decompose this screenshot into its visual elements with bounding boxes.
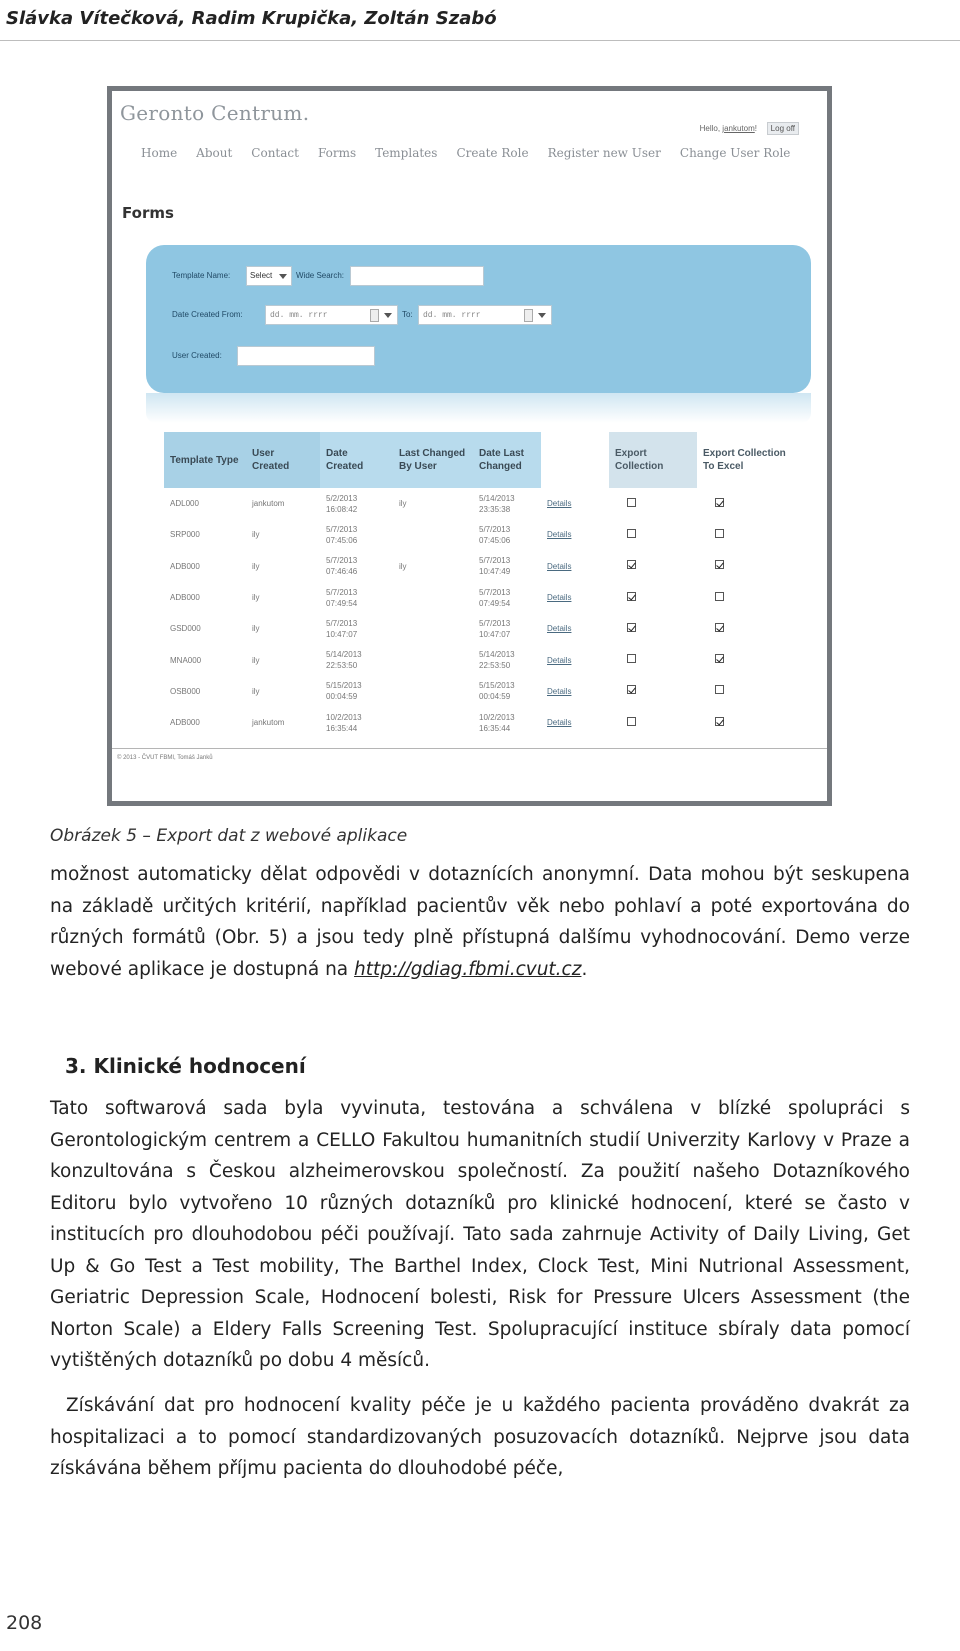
forms-table	[164, 432, 794, 738]
time-created: 10:47:07	[326, 629, 358, 639]
cell-date-created	[320, 519, 393, 550]
export-excel-checkbox[interactable]	[715, 498, 724, 507]
export-collection-checkbox[interactable]	[627, 498, 636, 507]
cell-export-excel	[697, 519, 794, 550]
cell-template-type	[164, 707, 246, 738]
wide-search-input[interactable]	[350, 266, 484, 286]
paragraph-2: Tato softwarová sada byla vyvinuta, testována a schválena v blízké spolupráci s Gerontologickým centrem a CELLO Fakultou humanitních studií Univerzity Karlovy v Praze a konzultována s Českou alzheimerovskou společností. Za použití našeho Dotazníkového Editoru bylo vytvořeno 10 různých dotazníků pro klinické hodnocení, které se často v institucích pro dlouhodobou péči používají. Tato sada zahrnuje Activity of Daily Living, Get Up & Go Test a Test mobility, The Barthel Index, Clock Test, Mini Nutrional Assessment, Geriatric Depression Scale, Hodnocení bolesti, Risk for Pressure Ulcers Assessment (the Norton Scale) a Eldery Falls Screening Test. Spolupracující instituce sbíraly data pomocí vytištěných dotazníků po dobu 4 měsíců.	[50, 1098, 910, 1371]
details-link[interactable]: Details	[547, 655, 572, 665]
cell-user-created	[246, 676, 320, 707]
date-created: 5/2/2013	[326, 493, 358, 503]
table-row	[164, 676, 794, 707]
date-created: 5/7/2013	[326, 587, 358, 597]
cell-template-type	[164, 551, 246, 582]
cell-date-last-changed	[473, 644, 541, 675]
wide-search-label: Wide Search:	[296, 271, 345, 280]
cell-export-excel	[697, 707, 794, 738]
figure-screenshot	[107, 86, 832, 806]
cell-last-changed-by	[393, 551, 473, 582]
cell-last-changed-by	[393, 676, 473, 707]
details-link[interactable]: Details	[547, 530, 572, 540]
table-row	[164, 707, 794, 738]
cell-date-last-changed	[473, 676, 541, 707]
cell-template-type	[164, 644, 246, 675]
table-row	[164, 519, 794, 550]
cell-template-type	[164, 582, 246, 613]
template-name-value: Select	[250, 271, 273, 280]
export-excel-checkbox[interactable]	[715, 529, 724, 538]
table-row	[164, 644, 794, 675]
demo-link[interactable]: http://gdiag.fbmi.cvut.cz	[354, 958, 582, 980]
date-last-changed: 5/14/2013	[479, 493, 515, 503]
cell-export-collection	[609, 707, 697, 738]
export-collection-checkbox[interactable]	[627, 592, 636, 601]
template-type: MNA000	[170, 655, 202, 665]
time-created: 07:49:54	[326, 598, 358, 608]
template-type: ADB000	[170, 593, 200, 603]
col-date-last-changed[interactable]: Date Last Changed	[473, 432, 541, 488]
app-brand: Geronto Centrum.	[120, 101, 310, 125]
col-export-excel[interactable]: Export Collection To Excel	[697, 432, 794, 488]
paragraph-3: Získávání dat pro hodnocení kvality péče je u každého pacienta prováděno dvakrát za hospitalizaci a to pomocí standardizovaných posuzovacích dotazníků. Nejprve jsou data získávána během příjmu pacienta do dlouhodobé péče,	[50, 1395, 910, 1479]
export-collection-checkbox[interactable]	[627, 529, 636, 538]
table-row	[164, 582, 794, 613]
nav-forms[interactable]: Forms	[317, 146, 357, 160]
page-title: Forms	[122, 204, 174, 222]
user-created: ily	[252, 655, 260, 665]
col-template-type[interactable]: Template Type	[164, 432, 246, 488]
user-created: ily	[252, 593, 260, 603]
time-last-changed: 00:04:59	[479, 692, 511, 702]
date-from-spinner[interactable]	[370, 309, 379, 322]
cell-date-created	[320, 551, 393, 582]
cell-template-type	[164, 676, 246, 707]
details-link[interactable]: Details	[547, 686, 572, 696]
time-created: 00:04:59	[326, 692, 358, 702]
time-created: 07:46:46	[326, 567, 358, 577]
export-collection-checkbox[interactable]	[627, 560, 636, 569]
cell-details	[541, 676, 609, 707]
time-last-changed: 23:35:38	[479, 504, 511, 514]
hello-user-link[interactable]: jankutom	[722, 124, 755, 133]
cell-date-last-changed	[473, 707, 541, 738]
nav-about[interactable]: About	[196, 146, 233, 160]
date-from-input[interactable]	[265, 305, 398, 325]
cell-details	[541, 582, 609, 613]
date-to-spinner[interactable]	[524, 309, 533, 322]
cell-date-created	[320, 644, 393, 675]
date-last-changed: 5/7/2013	[479, 524, 511, 534]
time-created: 22:53:50	[326, 661, 358, 671]
time-created: 16:35:44	[326, 723, 358, 733]
cell-template-type	[164, 613, 246, 644]
time-last-changed: 07:45:06	[479, 535, 511, 545]
cell-date-last-changed	[473, 582, 541, 613]
cell-user-created	[246, 488, 320, 519]
cell-export-collection	[609, 488, 697, 519]
date-last-changed: 5/15/2013	[479, 681, 515, 691]
cell-last-changed-by	[393, 488, 473, 519]
nav-contact[interactable]: Contact	[251, 146, 299, 160]
cell-last-changed-by	[393, 519, 473, 550]
cell-export-excel	[697, 676, 794, 707]
main-nav	[141, 146, 817, 160]
time-last-changed: 10:47:07	[479, 629, 511, 639]
paragraph-1-text: možnost automaticky dělat odpovědi v dotaznících anonymní. Data mohou být seskupena na základě určitých kritérií, například pacientův věk nebo pohlaví a poté exportována do různých formátů (Obr. 5) a jsou tedy plně přístupná dalšímu vyhodnocování. Demo verze webové aplikace je dostupná na	[50, 864, 910, 980]
cell-template-type	[164, 488, 246, 519]
filter-panel	[146, 245, 811, 393]
user-created: jankutom	[252, 499, 285, 509]
cell-date-created	[320, 613, 393, 644]
time-last-changed: 10:47:49	[479, 567, 511, 577]
time-last-changed: 22:53:50	[479, 661, 511, 671]
date-last-changed: 5/7/2013	[479, 587, 511, 597]
cell-last-changed-by	[393, 707, 473, 738]
table-header-row	[164, 432, 794, 488]
cell-details	[541, 707, 609, 738]
last-changed-by: ily	[399, 561, 407, 571]
cell-date-created	[320, 676, 393, 707]
cell-template-type	[164, 519, 246, 550]
nav-templates[interactable]: Templates	[375, 146, 438, 160]
chevron-down-icon	[279, 274, 287, 279]
cell-export-excel	[697, 551, 794, 582]
cell-export-collection	[609, 582, 697, 613]
template-type: SRP000	[170, 530, 200, 540]
cell-date-created	[320, 488, 393, 519]
cell-date-last-changed	[473, 613, 541, 644]
cell-details	[541, 488, 609, 519]
logoff-button[interactable]: Log off	[767, 122, 799, 135]
date-last-changed: 10/2/2013	[479, 712, 515, 722]
details-link[interactable]: Details	[547, 593, 572, 603]
cell-last-changed-by	[393, 644, 473, 675]
cell-user-created	[246, 551, 320, 582]
time-created: 16:08:42	[326, 504, 358, 514]
cell-details	[541, 644, 609, 675]
cell-export-collection	[609, 551, 697, 582]
cell-export-collection	[609, 519, 697, 550]
cell-user-created	[246, 613, 320, 644]
export-excel-checkbox[interactable]	[715, 685, 724, 694]
date-last-changed: 5/14/2013	[479, 650, 515, 660]
date-from-dropdown-icon[interactable]	[384, 313, 392, 318]
template-type: ADB000	[170, 561, 200, 571]
hello-prefix: Hello,	[699, 124, 723, 133]
table-row	[164, 613, 794, 644]
table-row	[164, 551, 794, 582]
last-changed-by: ily	[399, 499, 407, 509]
cell-last-changed-by	[393, 613, 473, 644]
running-header: Slávka Vítečková, Radim Krupička, Zoltán Szabó	[6, 8, 497, 29]
cell-export-excel	[697, 582, 794, 613]
export-collection-checkbox[interactable]	[627, 685, 636, 694]
cell-user-created	[246, 644, 320, 675]
cell-date-last-changed	[473, 519, 541, 550]
nav-change-user-role[interactable]: Change User Role	[679, 146, 791, 160]
date-to-input[interactable]	[418, 305, 552, 325]
nav-register-user[interactable]: Register new User	[547, 146, 661, 160]
template-name-select[interactable]	[246, 266, 292, 286]
cell-date-last-changed	[473, 551, 541, 582]
export-excel-checkbox[interactable]	[715, 560, 724, 569]
template-type: OSB000	[170, 686, 201, 696]
date-from-placeholder: dd. mm. rrrr	[270, 311, 328, 320]
user-created: ily	[252, 530, 260, 540]
date-to-placeholder: dd. mm. rrrr	[423, 311, 481, 320]
template-name-label: Template Name:	[172, 271, 231, 280]
date-to-label: To:	[402, 310, 413, 319]
cell-details	[541, 551, 609, 582]
hello-greeting	[700, 124, 757, 133]
paragraph-1	[50, 859, 910, 985]
details-link[interactable]: Details	[547, 499, 572, 509]
cell-export-excel	[697, 613, 794, 644]
hello-suffix: !	[754, 124, 757, 133]
cell-user-created	[246, 707, 320, 738]
header-rule	[0, 40, 960, 41]
nav-create-role[interactable]: Create Role	[456, 146, 529, 160]
date-created: 5/14/2013	[326, 650, 362, 660]
col-last-changed-by[interactable]: Last Changed By User	[393, 432, 473, 488]
date-last-changed: 5/7/2013	[479, 618, 511, 628]
details-link[interactable]: Details	[547, 624, 572, 634]
date-created: 5/7/2013	[326, 524, 358, 534]
date-created: 5/7/2013	[326, 556, 358, 566]
user-created: jankutom	[252, 718, 285, 728]
section-heading: 3. Klinické hodnocení	[65, 1054, 306, 1078]
export-collection-checkbox[interactable]	[627, 717, 636, 726]
page-number: 208	[6, 1612, 43, 1634]
export-excel-checkbox[interactable]	[715, 623, 724, 632]
cell-details	[541, 519, 609, 550]
cell-export-collection	[609, 644, 697, 675]
cell-last-changed-by	[393, 582, 473, 613]
template-type: GSD000	[170, 624, 201, 634]
cell-date-created	[320, 582, 393, 613]
cell-export-collection	[609, 676, 697, 707]
cell-export-excel	[697, 644, 794, 675]
cell-details	[541, 613, 609, 644]
user-created: ily	[252, 561, 260, 571]
cell-export-collection	[609, 613, 697, 644]
col-details	[541, 432, 609, 488]
figure-caption: Obrázek 5 – Export dat z webové aplikace	[50, 826, 408, 846]
col-date-created[interactable]: Date Created	[320, 432, 393, 488]
date-created: 5/15/2013	[326, 681, 362, 691]
export-excel-checkbox[interactable]	[715, 654, 724, 663]
details-link[interactable]: Details	[547, 561, 572, 571]
user-created: ily	[252, 624, 260, 634]
date-created: 10/2/2013	[326, 712, 362, 722]
export-excel-checkbox[interactable]	[715, 592, 724, 601]
details-link[interactable]: Details	[547, 718, 572, 728]
paragraph-1-end: .	[581, 958, 588, 980]
export-excel-checkbox[interactable]	[715, 717, 724, 726]
app-footer: © 2013 - ČVUT FBMI, Tomáš Janků	[117, 755, 213, 761]
export-collection-checkbox[interactable]	[627, 623, 636, 632]
date-to-dropdown-icon[interactable]	[538, 313, 546, 318]
col-user-created[interactable]: User Created	[246, 432, 320, 488]
panel-fade	[146, 393, 811, 423]
cell-user-created	[246, 582, 320, 613]
user-created: ily	[252, 686, 260, 696]
user-created-input[interactable]	[237, 346, 375, 366]
date-last-changed: 5/7/2013	[479, 556, 511, 566]
date-from-label: Date Created From:	[172, 310, 243, 319]
template-type: ADB000	[170, 718, 200, 728]
table-row	[164, 488, 794, 519]
cell-date-last-changed	[473, 488, 541, 519]
table-body	[164, 488, 794, 738]
cell-date-created	[320, 707, 393, 738]
export-collection-checkbox[interactable]	[627, 654, 636, 663]
cell-user-created	[246, 519, 320, 550]
time-last-changed: 07:49:54	[479, 598, 511, 608]
time-created: 07:45:06	[326, 535, 358, 545]
time-last-changed: 16:35:44	[479, 723, 511, 733]
footer-rule	[112, 748, 827, 749]
user-created-label: User Created:	[172, 351, 222, 360]
nav-home[interactable]: Home	[141, 146, 178, 160]
col-export-collection[interactable]: Export Collection	[609, 432, 697, 488]
date-created: 5/7/2013	[326, 618, 358, 628]
template-type: ADL000	[170, 499, 199, 509]
cell-export-excel	[697, 488, 794, 519]
